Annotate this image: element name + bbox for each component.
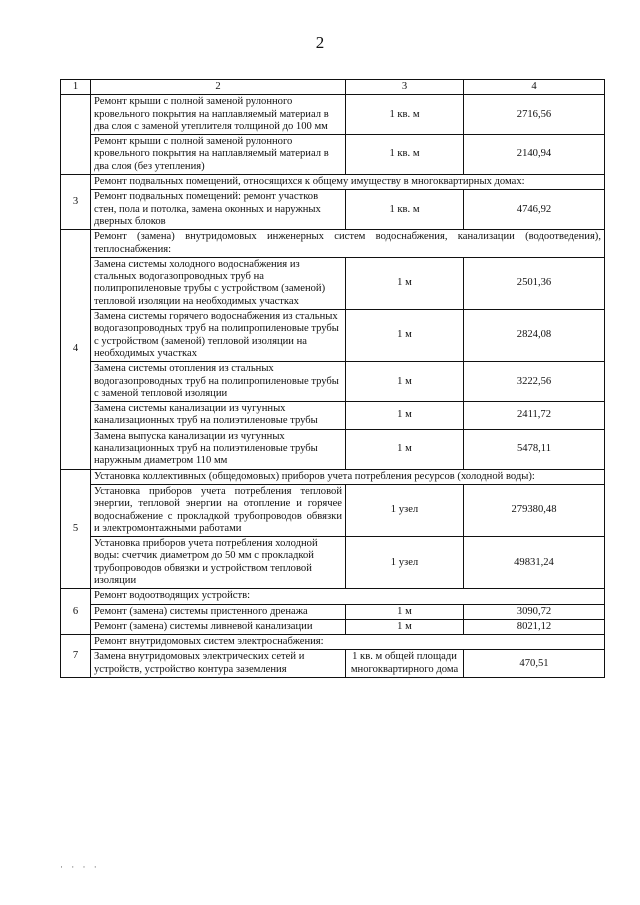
work-name: Ремонт крыши с полной заменой рулонного кровельного покрытия на наплавляемый материал в два слоя с заменой утеплителя толщиной до 100 мм xyxy=(91,95,346,135)
work-row xyxy=(61,135,605,175)
price-table-body xyxy=(61,80,605,678)
section-row xyxy=(61,635,605,650)
work-unit: 1 м xyxy=(346,310,464,362)
section-row xyxy=(61,589,605,604)
work-unit: 1 м xyxy=(346,429,464,469)
row-number xyxy=(61,95,91,175)
work-price: 3090,72 xyxy=(464,604,605,619)
section-row xyxy=(61,175,605,190)
section-number: 5 xyxy=(61,469,91,589)
work-unit: 1 м xyxy=(346,257,464,309)
work-price: 49831,24 xyxy=(464,537,605,589)
section-title: Ремонт (замена) внутридомовых инженерных систем водоснабжения, канализации (водоотведения), теплоснабжения: xyxy=(91,230,605,258)
column-number-1: 1 xyxy=(61,80,91,95)
work-unit: 1 м xyxy=(346,619,464,634)
work-name: Замена системы отопления из стальных водогазопроводных труб на полипропиленовые трубы с заменой тепловой изоляции xyxy=(91,362,346,402)
work-price: 2411,72 xyxy=(464,402,605,430)
work-price: 2824,08 xyxy=(464,310,605,362)
work-row xyxy=(61,402,605,430)
work-row xyxy=(61,429,605,469)
work-row xyxy=(61,650,605,678)
work-row xyxy=(61,619,605,634)
work-row xyxy=(61,257,605,309)
work-name: Замена системы горячего водоснабжения из стальных водогазопроводных труб на полипропиленовые трубы с устройством (заменой) тепловой изоляции на необходимых участках xyxy=(91,310,346,362)
page-number: 2 xyxy=(315,33,325,52)
section-row xyxy=(61,469,605,484)
price-table xyxy=(60,79,605,678)
work-name: Ремонт (замена) системы пристенного дренажа xyxy=(91,604,346,619)
work-row xyxy=(61,484,605,536)
work-unit: 1 м xyxy=(346,362,464,402)
work-unit: 1 кв. м xyxy=(346,190,464,230)
work-name: Ремонт (замена) системы ливневой канализации xyxy=(91,619,346,634)
column-number-2: 2 xyxy=(91,80,346,95)
work-unit: 1 узел xyxy=(346,484,464,536)
section-title: Ремонт водоотводящих устройств: xyxy=(91,589,605,604)
work-unit: 1 кв. м xyxy=(346,135,464,175)
work-name: Замена внутридомовых электрических сетей и устройств, устройство контура заземления xyxy=(91,650,346,678)
work-name: Замена системы холодного водоснабжения из стальных водогазопроводных труб на полипропиленовые трубы с устройством (заменой) тепловой изоляции на необходимых участках xyxy=(91,257,346,309)
column-number-4: 4 xyxy=(464,80,605,95)
section-number: 7 xyxy=(61,635,91,678)
work-name: Замена выпуска канализации из чугунных канализационных труб на полиэтиленовые трубы наружным диаметром 110 мм xyxy=(91,429,346,469)
section-title: Ремонт внутридомовых систем электроснабжения: xyxy=(91,635,605,650)
work-name: Установка приборов учета потребления холодной воды: счетчик диаметром до 50 мм с прокладкой трубопроводов обвязки и устройством тепловой изоляции xyxy=(91,537,346,589)
section-number: 6 xyxy=(61,589,91,635)
column-number-3: 3 xyxy=(346,80,464,95)
section-title: Ремонт подвальных помещений, относящихся к общему имуществу в многоквартирных домах: xyxy=(91,175,605,190)
work-price: 2716,56 xyxy=(464,95,605,135)
column-number-row xyxy=(61,80,605,95)
work-unit: 1 кв. м xyxy=(346,95,464,135)
work-price: 8021,12 xyxy=(464,619,605,634)
work-price: 4746,92 xyxy=(464,190,605,230)
work-price: 2501,36 xyxy=(464,257,605,309)
work-row xyxy=(61,190,605,230)
work-row xyxy=(61,95,605,135)
work-unit: 1 м xyxy=(346,604,464,619)
work-price: 279380,48 xyxy=(464,484,605,536)
section-title: Установка коллективных (общедомовых) приборов учета потребления ресурсов (холодной воды): xyxy=(91,469,605,484)
work-name: Ремонт крыши с полной заменой рулонного кровельного покрытия на наплавляемый материал в два слоя (без утепления) xyxy=(91,135,346,175)
work-name: Замена системы канализации из чугунных канализационных труб на полиэтиленовые трубы xyxy=(91,402,346,430)
work-row xyxy=(61,604,605,619)
section-row xyxy=(61,230,605,258)
work-row xyxy=(61,537,605,589)
work-price: 470,51 xyxy=(464,650,605,678)
stray-marks: · · · · xyxy=(60,862,100,872)
work-row xyxy=(61,362,605,402)
work-row xyxy=(61,310,605,362)
work-price: 5478,11 xyxy=(464,429,605,469)
section-number: 3 xyxy=(61,175,91,230)
work-name: Ремонт подвальных помещений: ремонт участков стен, пола и потолка, замена оконных и наружных дверных блоков xyxy=(91,190,346,230)
section-number: 4 xyxy=(61,230,91,469)
work-unit: 1 м xyxy=(346,402,464,430)
work-name: Установка приборов учета потребления тепловой энергии, тепловой энергии на отопление и горячее водоснабжение с прокладкой трубопроводов обвязки и электромонтажными работами xyxy=(91,484,346,536)
work-unit: 1 кв. м общей площади многоквартирного дома xyxy=(346,650,464,678)
work-unit: 1 узел xyxy=(346,537,464,589)
work-price: 2140,94 xyxy=(464,135,605,175)
work-price: 3222,56 xyxy=(464,362,605,402)
